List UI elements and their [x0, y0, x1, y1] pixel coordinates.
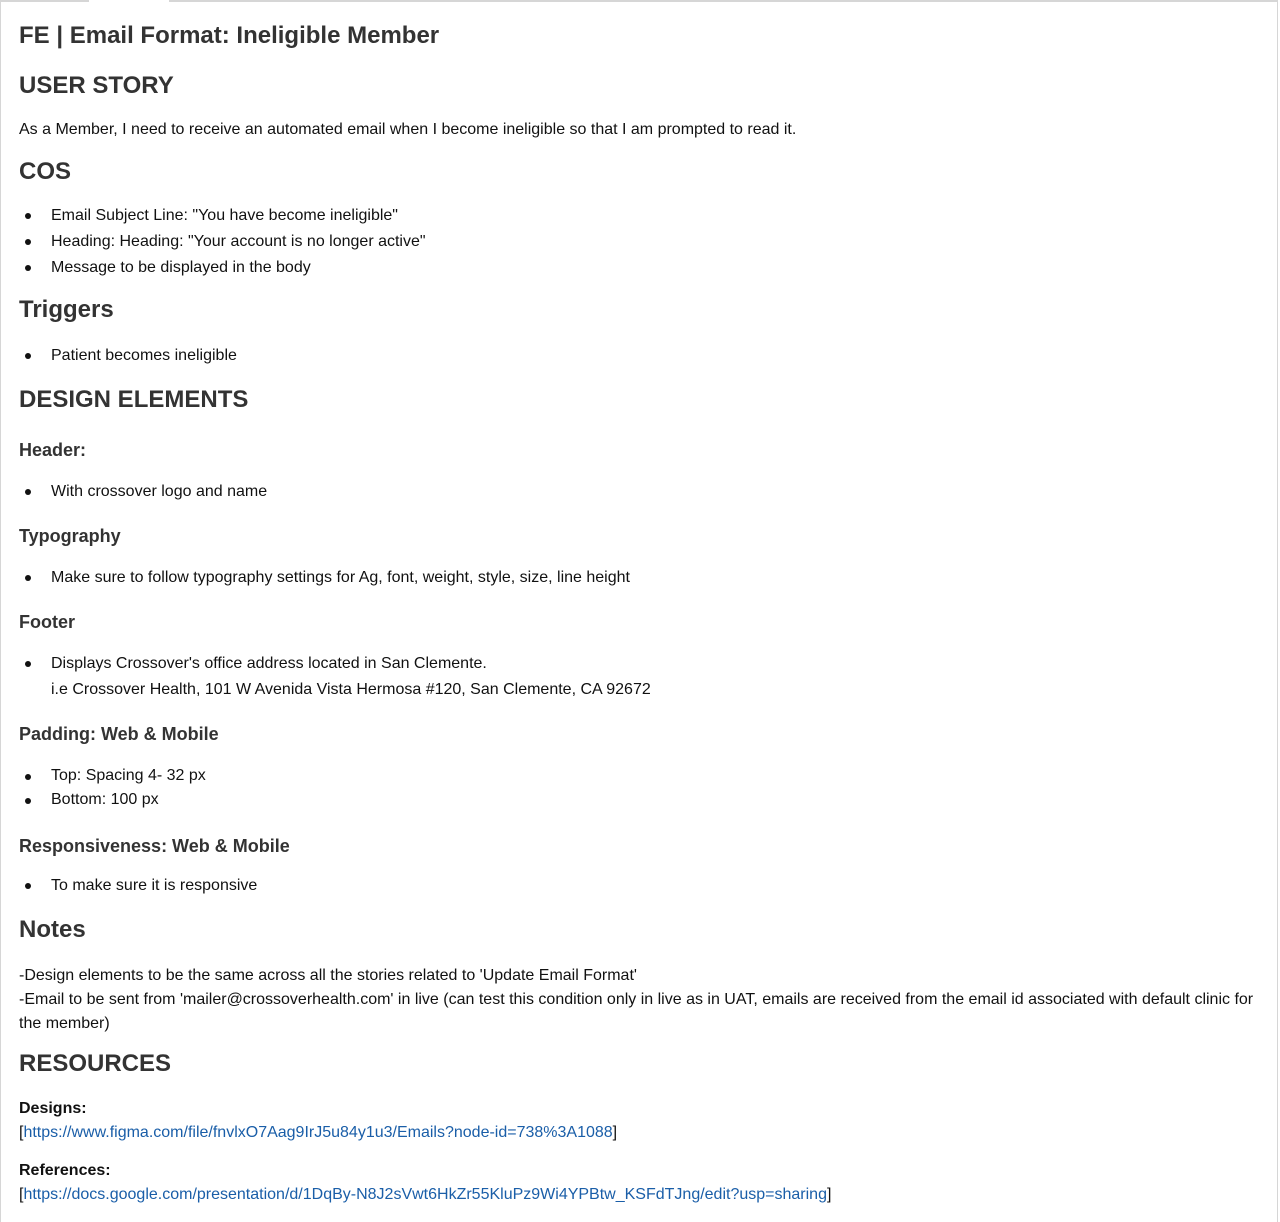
list-item: Make sure to follow typography settings for Ag, font, weight, style, size, line height [19, 565, 630, 591]
footer-address: i.e Crossover Health, 101 W Avenida Vista Hermosa #120, San Clemente, CA 92672 [51, 681, 651, 698]
references-link-line [19, 1186, 831, 1204]
list-item: Heading: Heading: "Your account is no longer active" [19, 229, 426, 255]
notes-heading: Notes [19, 916, 86, 943]
responsiveness-subheading: Responsiveness: Web & Mobile [19, 836, 290, 856]
close-bracket: ] [612, 1124, 618, 1141]
designs-label: Designs: [19, 1100, 87, 1117]
designs-link[interactable]: https://www.figma.com/file/fnvlxO7Aag9IrJ5u84y1u3/Emails?node-id=738%3A1088 [23, 1124, 613, 1141]
design-elements-heading: DESIGN ELEMENTS [19, 386, 249, 413]
user-story-text: As a Member, I need to receive an automated email when I become ineligible so that I am prompted to read it. [19, 121, 797, 138]
triggers-list [19, 343, 237, 369]
footer-subheading: Footer [19, 612, 75, 632]
triggers-heading: Triggers [19, 296, 114, 323]
close-bracket: ] [826, 1186, 832, 1203]
list-item: With crossover logo and name [19, 479, 267, 505]
list-item: Patient becomes ineligible [19, 343, 237, 369]
list-item [19, 651, 651, 703]
list-item: Bottom: 100 px [19, 788, 206, 812]
user-story-heading: USER STORY [19, 72, 174, 99]
footer-list [19, 651, 651, 703]
references-label: References: [19, 1162, 111, 1179]
padding-subheading: Padding: Web & Mobile [19, 724, 219, 744]
references-link[interactable]: https://docs.google.com/presentation/d/1DqBy-N8J2sVwt6HkZr55KluPz9Wi4YPBtw_KSFdTJng/edit?usp=sharing [23, 1186, 827, 1203]
responsiveness-list [19, 873, 257, 899]
resources-heading: RESOURCES [19, 1050, 172, 1077]
list-item: Message to be displayed in the body [19, 255, 426, 281]
typography-subheading: Typography [19, 526, 121, 546]
cos-heading: COS [19, 158, 72, 185]
notes-line-1: -Design elements to be the same across all the stories related to 'Update Email Format' [19, 967, 637, 984]
header-list [19, 479, 267, 505]
designs-link-line [19, 1124, 617, 1142]
list-item: To make sure it is responsive [19, 873, 257, 899]
notes-line-2: -Email to be sent from 'mailer@crossoverhealth.com' in live (can test this condition only in live as in UAT, emails are received from the email id associated with default clinic for the member) [19, 991, 1254, 1032]
list-item: Email Subject Line: "You have become ineligible" [19, 203, 426, 229]
footer-line-1: Displays Crossover's office address located in San Clemente. [51, 655, 487, 672]
open-bracket: [ [19, 1124, 24, 1141]
padding-list [19, 764, 206, 812]
open-bracket: [ [19, 1186, 24, 1203]
header-subheading: Header: [19, 440, 87, 460]
page-title: FE | Email Format: Ineligible Member [19, 22, 440, 49]
list-item: Top: Spacing 4- 32 px [19, 764, 206, 788]
cos-list [19, 203, 426, 281]
typography-list [19, 565, 630, 591]
tab-notch [89, 0, 169, 2]
